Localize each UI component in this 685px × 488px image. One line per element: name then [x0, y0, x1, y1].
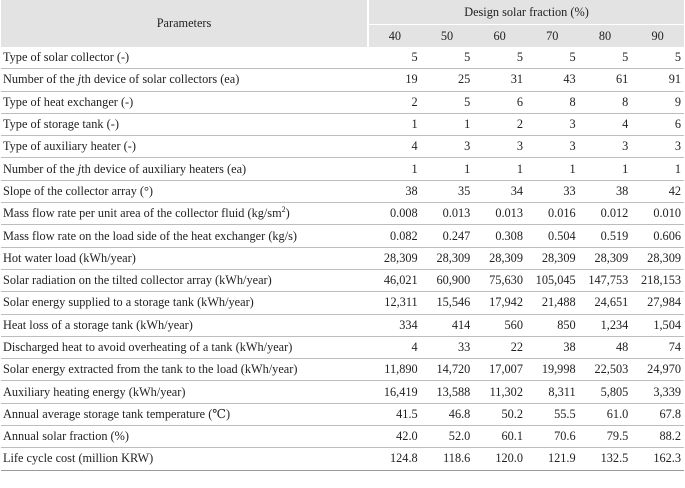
table-row — [1, 158, 684, 180]
cell-value: 6 — [473, 91, 526, 113]
row-label-prefix: Mass flow rate per unit area of the collector fluid (kg/sm — [3, 206, 282, 221]
cell-value: 0.013 — [421, 203, 474, 225]
table-row — [1, 269, 684, 291]
row-label: Type of heat exchanger (-) — [1, 91, 368, 113]
cell-value: 218,153 — [631, 269, 684, 291]
cell-value: 5,805 — [579, 381, 632, 403]
cell-value: 4 — [368, 336, 421, 358]
table-row — [1, 47, 684, 69]
cell-value: 0.013 — [473, 203, 526, 225]
cell-value: 33 — [421, 336, 474, 358]
cell-value: 4 — [368, 136, 421, 158]
cell-value: 46.8 — [421, 403, 474, 425]
cell-value: 1 — [421, 113, 474, 135]
table-row — [1, 292, 684, 314]
cell-value: 4 — [579, 113, 632, 135]
cell-value: 28,309 — [526, 247, 579, 269]
row-label: Annual solar fraction (%) — [1, 426, 368, 448]
cell-value: 60.1 — [473, 426, 526, 448]
cell-value: 74 — [631, 336, 684, 358]
cell-value: 334 — [368, 314, 421, 336]
cell-value: 5 — [579, 47, 632, 69]
cell-value: 43 — [526, 69, 579, 91]
row-label: Heat loss of a storage tank (kWh/year) — [1, 314, 368, 336]
cell-value: 124.8 — [368, 448, 421, 470]
cell-value: 1 — [579, 158, 632, 180]
cell-value: 28,309 — [631, 247, 684, 269]
cell-value: 8,311 — [526, 381, 579, 403]
cell-value: 11,302 — [473, 381, 526, 403]
cell-value: 0.519 — [579, 225, 632, 247]
cell-value: 42.0 — [368, 426, 421, 448]
cell-value: 3 — [473, 136, 526, 158]
table-row — [1, 91, 684, 113]
cell-value: 6 — [631, 113, 684, 135]
cell-value: 24,970 — [631, 359, 684, 381]
cell-value: 3 — [526, 136, 579, 158]
row-label: Type of auxiliary heater (-) — [1, 136, 368, 158]
cell-value: 118.6 — [421, 448, 474, 470]
row-label: Annual average storage tank temperature (℃) — [1, 403, 368, 425]
cell-value: 0.247 — [421, 225, 474, 247]
cell-value: 41.5 — [368, 403, 421, 425]
row-label: Auxiliary heating energy (kWh/year) — [1, 381, 368, 403]
row-label: Solar energy extracted from the tank to the load (kWh/year) — [1, 359, 368, 381]
cell-value: 67.8 — [631, 403, 684, 425]
cell-value: 13,588 — [421, 381, 474, 403]
table-row — [1, 336, 684, 358]
table-row — [1, 69, 684, 91]
fraction-header-90: 90 — [631, 25, 684, 48]
table-row — [1, 247, 684, 269]
row-label — [1, 158, 368, 180]
row-label-suffix: th device of auxiliary heaters (ea) — [81, 161, 247, 176]
fraction-header-80: 80 — [579, 25, 632, 48]
cell-value: 91 — [631, 69, 684, 91]
cell-value: 9 — [631, 91, 684, 113]
cell-value: 14,720 — [421, 359, 474, 381]
parameters-column-header: Parameters — [1, 0, 368, 47]
cell-value: 11,890 — [368, 359, 421, 381]
cell-value: 19,998 — [526, 359, 579, 381]
cell-value: 1,234 — [579, 314, 632, 336]
cell-value: 24,651 — [579, 292, 632, 314]
cell-value: 46,021 — [368, 269, 421, 291]
cell-value: 38 — [526, 336, 579, 358]
cell-value: 12,311 — [368, 292, 421, 314]
cell-value: 55.5 — [526, 403, 579, 425]
cell-value: 1 — [368, 158, 421, 180]
row-label-italic-j: j — [77, 161, 82, 176]
cell-value: 0.008 — [368, 203, 421, 225]
cell-value: 0.308 — [473, 225, 526, 247]
table-body — [1, 47, 684, 470]
cell-value: 3 — [421, 136, 474, 158]
cell-value: 70.6 — [526, 426, 579, 448]
fraction-header-70: 70 — [526, 25, 579, 48]
cell-value: 61.0 — [579, 403, 632, 425]
row-label-prefix: Number of the — [3, 161, 78, 176]
row-label: Hot water load (kWh/year) — [1, 247, 368, 269]
cell-value: 2 — [473, 113, 526, 135]
cell-value: 5 — [421, 47, 474, 69]
table-row — [1, 426, 684, 448]
cell-value: 38 — [579, 180, 632, 202]
table-row — [1, 314, 684, 336]
cell-value: 1 — [526, 158, 579, 180]
cell-value: 50.2 — [473, 403, 526, 425]
cell-value: 33 — [526, 180, 579, 202]
cell-value: 31 — [473, 69, 526, 91]
cell-value: 0.504 — [526, 225, 579, 247]
row-label-italic-j: j — [77, 72, 82, 87]
cell-value: 19 — [368, 69, 421, 91]
cell-value: 22 — [473, 336, 526, 358]
cell-value: 22,503 — [579, 359, 632, 381]
cell-value: 121.9 — [526, 448, 579, 470]
cell-value: 5 — [631, 47, 684, 69]
cell-value: 132.5 — [579, 448, 632, 470]
cell-value: 3 — [631, 136, 684, 158]
cell-value: 28,309 — [368, 247, 421, 269]
cell-value: 0.016 — [526, 203, 579, 225]
cell-value: 1 — [421, 158, 474, 180]
table-row — [1, 203, 684, 225]
row-label: Discharged heat to avoid overheating of a tank (kWh/year) — [1, 336, 368, 358]
cell-value: 3 — [526, 113, 579, 135]
cell-value: 0.082 — [368, 225, 421, 247]
design-results-table — [1, 0, 684, 471]
cell-value: 15,546 — [421, 292, 474, 314]
fraction-header-60: 60 — [473, 25, 526, 48]
cell-value: 1 — [473, 158, 526, 180]
table-row — [1, 448, 684, 470]
cell-value: 79.5 — [579, 426, 632, 448]
cell-value: 8 — [579, 91, 632, 113]
table-row — [1, 180, 684, 202]
row-label: Solar radiation on the tilted collector array (kWh/year) — [1, 269, 368, 291]
cell-value: 17,942 — [473, 292, 526, 314]
cell-value: 3 — [579, 136, 632, 158]
row-label: Mass flow rate on the load side of the heat exchanger (kg/s) — [1, 225, 368, 247]
cell-value: 5 — [473, 47, 526, 69]
row-label-superscript: 2 — [281, 205, 286, 215]
cell-value: 1 — [368, 113, 421, 135]
row-label — [1, 69, 368, 91]
table-row — [1, 381, 684, 403]
cell-value: 147,753 — [579, 269, 632, 291]
cell-value: 0.010 — [631, 203, 684, 225]
cell-value: 88.2 — [631, 426, 684, 448]
cell-value: 3,339 — [631, 381, 684, 403]
cell-value: 34 — [473, 180, 526, 202]
table-row — [1, 136, 684, 158]
row-label-suffix: th device of solar collectors (ea) — [81, 72, 240, 87]
cell-value: 28,309 — [473, 247, 526, 269]
design-solar-fraction-header: Design solar fraction (%) — [368, 0, 684, 25]
cell-value: 17,007 — [473, 359, 526, 381]
row-label: Life cycle cost (million KRW) — [1, 448, 368, 470]
cell-value: 5 — [421, 91, 474, 113]
table-row — [1, 225, 684, 247]
cell-value: 0.012 — [579, 203, 632, 225]
row-label: Type of solar collector (-) — [1, 47, 368, 69]
cell-value: 42 — [631, 180, 684, 202]
cell-value: 1 — [631, 158, 684, 180]
fraction-header-40: 40 — [368, 25, 421, 48]
row-label: Type of storage tank (-) — [1, 113, 368, 135]
cell-value: 850 — [526, 314, 579, 336]
cell-value: 120.0 — [473, 448, 526, 470]
fraction-header-50: 50 — [421, 25, 474, 48]
cell-value: 25 — [421, 69, 474, 91]
cell-value: 35 — [421, 180, 474, 202]
header-row-group — [1, 0, 684, 25]
cell-value: 105,045 — [526, 269, 579, 291]
cell-value: 16,419 — [368, 381, 421, 403]
table-row — [1, 113, 684, 135]
row-label — [1, 203, 368, 225]
cell-value: 1,504 — [631, 314, 684, 336]
row-label-suffix: ) — [285, 206, 290, 221]
row-label: Solar energy supplied to a storage tank (kWh/year) — [1, 292, 368, 314]
cell-value: 162.3 — [631, 448, 684, 470]
table-row — [1, 359, 684, 381]
cell-value: 0.606 — [631, 225, 684, 247]
cell-value: 28,309 — [421, 247, 474, 269]
cell-value: 2 — [368, 91, 421, 113]
cell-value: 27,984 — [631, 292, 684, 314]
cell-value: 38 — [368, 180, 421, 202]
row-label-prefix: Number of the — [3, 72, 78, 87]
table-row — [1, 403, 684, 425]
cell-value: 48 — [579, 336, 632, 358]
cell-value: 21,488 — [526, 292, 579, 314]
row-label: Slope of the collector array (°) — [1, 180, 368, 202]
cell-value: 8 — [526, 91, 579, 113]
table-header — [1, 0, 684, 47]
cell-value: 28,309 — [579, 247, 632, 269]
cell-value: 60,900 — [421, 269, 474, 291]
cell-value: 5 — [526, 47, 579, 69]
cell-value: 75,630 — [473, 269, 526, 291]
cell-value: 5 — [368, 47, 421, 69]
cell-value: 52.0 — [421, 426, 474, 448]
cell-value: 61 — [579, 69, 632, 91]
cell-value: 560 — [473, 314, 526, 336]
cell-value: 414 — [421, 314, 474, 336]
